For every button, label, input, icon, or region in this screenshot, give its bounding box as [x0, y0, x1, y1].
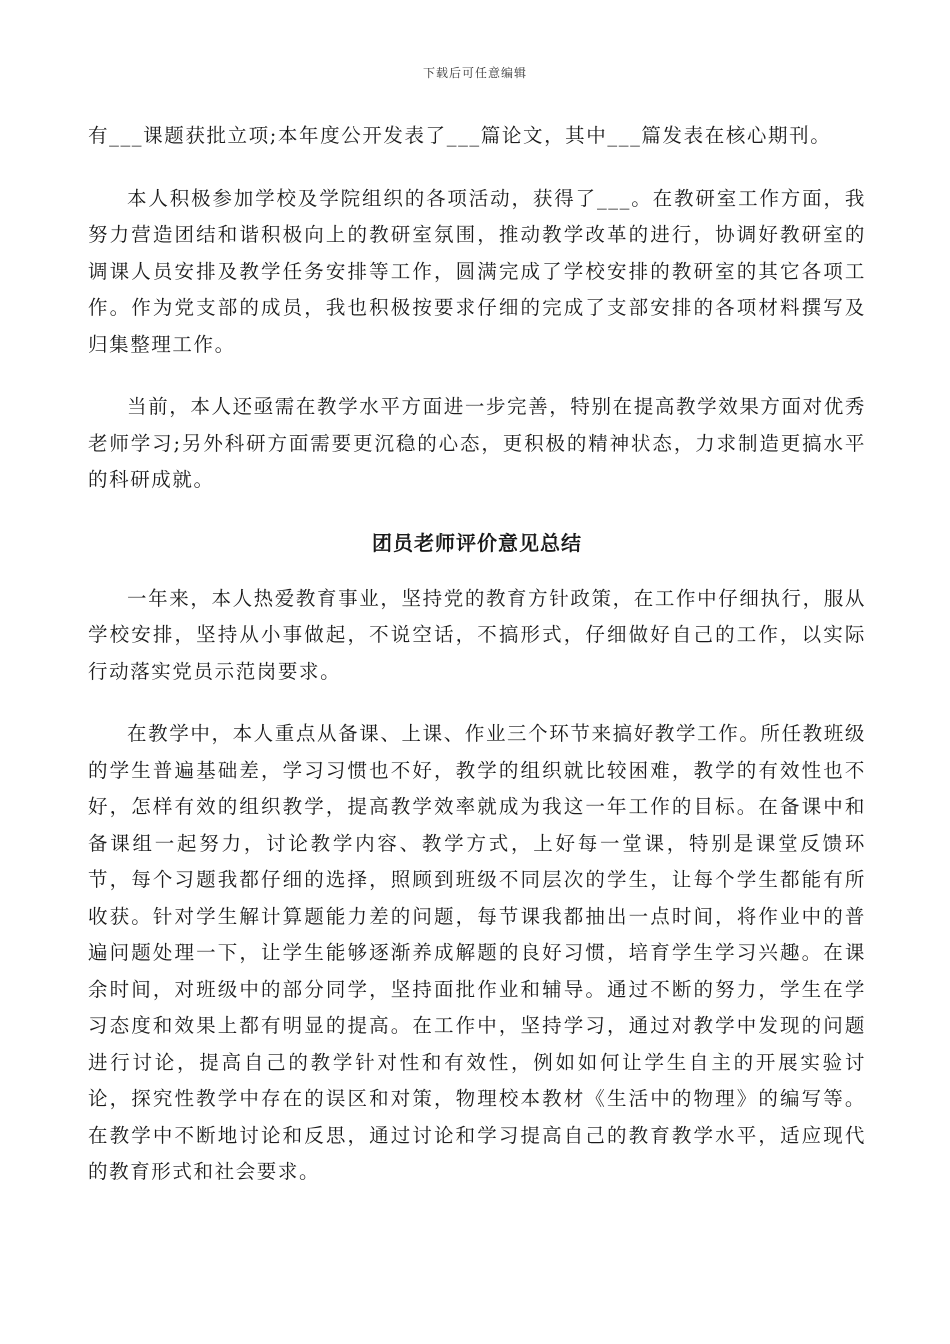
paragraph-overview: 一年来，本人热爱教育事业，坚持党的教育方针政策，在工作中仔细执行，服从学校安排，坚持从小事做起，不说空话，不搞形式，仔细做好自己的工作，以实际行动落实党员示范岗要求。: [88, 586, 866, 683]
document-body: [88, 118, 866, 1191]
paragraph-gap: [88, 499, 866, 525]
section-title: 团员老师评价意见总结: [372, 530, 582, 555]
header-note: 下载后可任意编辑: [422, 66, 527, 80]
paragraph-gap: [88, 363, 866, 389]
paragraph-gap: [88, 690, 866, 716]
paragraph-gap: [88, 561, 866, 581]
paragraph-activities: 本人积极参加学校及学院组织的各项活动，获得了___。在教研室工作方面，我努力营造团结和谐积极向上的教研室氛围，推动教学改革的进行，协调好教研室的调课人员安排及教学任务安排等工作，圆满完成了学校安排的教研室的其它各项工作。作为党支部的成员，我也积极按要求仔细的完成了支部安排的各项材料撰写及归集整理工作。: [88, 186, 866, 356]
paragraph-improvement: 当前，本人还亟需在教学水平方面进一步完善，特别在提高教学效果方面对优秀老师学习;另外科研方面需要更沉稳的心态，更积极的精神状态，力求制造更搞水平的科研成就。: [88, 395, 866, 491]
paragraph-research-results: 有___课题获批立项;本年度公开发表了___篇论文，其中___篇发表在核心期刊。: [88, 124, 832, 147]
paragraph-teaching: 在教学中，本人重点从备课、上课、作业三个环节来搞好教学工作。所任教班级的学生普遍基础差，学习习惯也不好，教学的组织就比较困难，教学的有效性也不好，怎样有效的组织教学，提高教学效率就成为我这一年工作的目标。在备课中和备课组一起努力，讨论教学内容、教学方式，上好每一堂课，特别是课堂反馈环节，每个习题我都仔细的选择，照顾到班级不同层次的学生，让每个学生都能有所收获。针对学生解计算题能力差的问题，每节课我都抽出一点时间，将作业中的普遍问题处理一下，让学生能够逐渐养成解题的良好习惯，培育学生学习兴趣。在课余时间，对班级中的部分同学，坚持面批作业和辅导。通过不断的努力，学生在学习态度和效果上都有明显的提高。在工作中，坚持学习，通过对教学中发现的问题进行讨论，提高自己的教学针对性和有效性，例如如何让学生自主的开展实验讨论，探究性教学中存在的误区和对策，物理校本教材《生活中的物理》的编写等。在教学中不断地讨论和反思，通过讨论和学习提高自己的教育教学水平，适应现代的教育形式和社会要求。: [88, 722, 866, 1183]
paragraph-gap: [88, 155, 866, 181]
